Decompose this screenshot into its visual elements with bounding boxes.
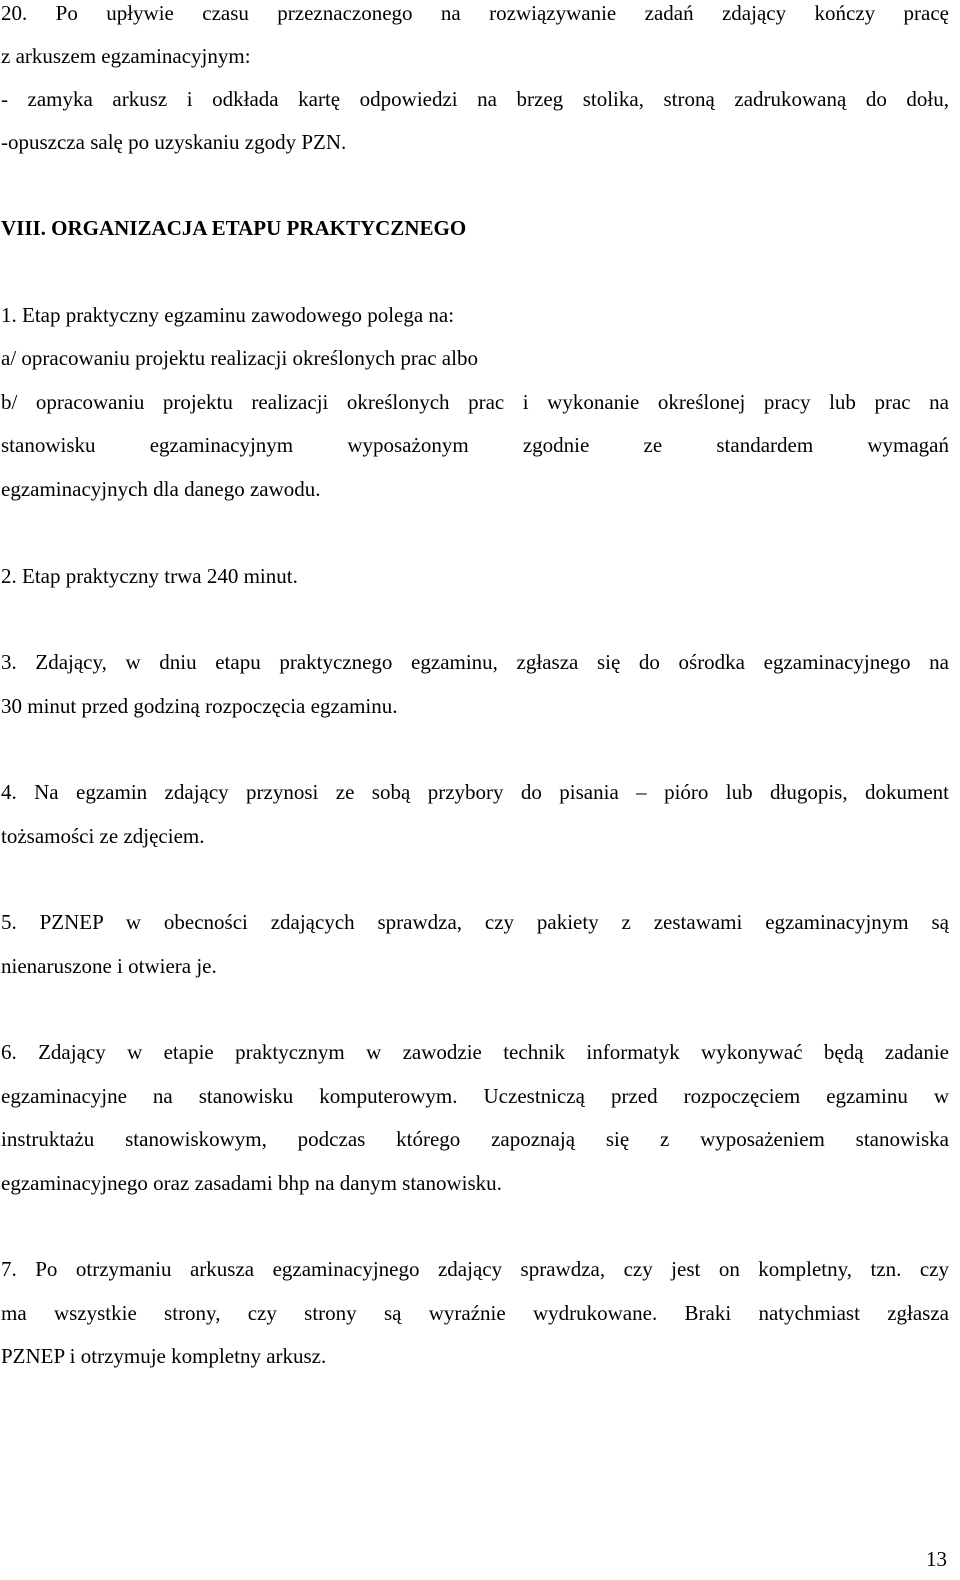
item-7-line-3: PZNEP i otrzymuje kompletny arkusz. bbox=[1, 1344, 327, 1368]
item-6-line-2: egzaminacyjne na stanowisku komputerowym. Uczestniczą przed rozpoczęciem egzaminu w bbox=[1, 1084, 949, 1108]
intro-line-1: 20. Po upływie czasu przeznaczonego na rozwiązywanie zadań zdający kończy pracę bbox=[1, 1, 949, 25]
item-4-line-1: 4. Na egzamin zdający przynosi ze sobą przybory do pisania – pióro lub długopis, dokument bbox=[1, 780, 949, 804]
section-heading: VIII. ORGANIZACJA ETAPU PRAKTYCZNEGO bbox=[1, 216, 467, 240]
item-1-line-2: a/ opracowaniu projektu realizacji określonych prac albo bbox=[1, 346, 478, 370]
item-7-line-1: 7. Po otrzymaniu arkusza egzaminacyjnego zdający sprawdza, czy jest on kompletny, tzn. czy bbox=[1, 1257, 949, 1281]
intro-line-2: z arkuszem egzaminacyjnym: bbox=[1, 44, 251, 68]
item-2-line-1: 2. Etap praktyczny trwa 240 minut. bbox=[1, 564, 298, 588]
item-1-line-4: stanowisku egzaminacyjnym wyposażonym zgodnie ze standardem wymagań bbox=[1, 433, 949, 457]
intro-line-4: -opuszcza salę po uzyskaniu zgody PZN. bbox=[1, 130, 347, 154]
item-7-line-2: ma wszystkie strony, czy strony są wyraźnie wydrukowane. Braki natychmiast zgłasza bbox=[1, 1301, 949, 1325]
item-3-line-1: 3. Zdający, w dniu etapu praktycznego egzaminu, zgłasza się do ośrodka egzaminacyjnego na bbox=[1, 650, 949, 674]
item-6-line-3: instruktażu stanowiskowym, podczas którego zapoznają się z wyposażeniem stanowiska bbox=[1, 1127, 949, 1151]
intro-line-3: - zamyka arkusz i odkłada kartę odpowiedzi na brzeg stolika, stroną zadrukowaną do dołu, bbox=[1, 87, 949, 111]
item-6-line-4: egzaminacyjnego oraz zasadami bhp na danym stanowisku. bbox=[1, 1171, 502, 1195]
item-4-line-2: tożsamości ze zdjęciem. bbox=[1, 824, 205, 848]
item-6-line-1: 6. Zdający w etapie praktycznym w zawodzie technik informatyk wykonywać będą zadanie bbox=[1, 1040, 949, 1064]
item-5-line-1: 5. PZNEP w obecności zdających sprawdza, czy pakiety z zestawami egzaminacyjnym są bbox=[1, 910, 949, 934]
item-1-line-5: egzaminacyjnych dla danego zawodu. bbox=[1, 477, 321, 501]
item-3-line-2: 30 minut przed godziną rozpoczęcia egzaminu. bbox=[1, 694, 398, 718]
item-1-line-1: 1. Etap praktyczny egzaminu zawodowego polega na: bbox=[1, 303, 455, 327]
page-number: 13 bbox=[926, 1547, 947, 1571]
item-5-line-2: nienaruszone i otwiera je. bbox=[1, 954, 217, 978]
item-1-line-3: b/ opracowaniu projektu realizacji określonych prac i wykonanie określonej pracy lub prac na bbox=[1, 390, 949, 414]
